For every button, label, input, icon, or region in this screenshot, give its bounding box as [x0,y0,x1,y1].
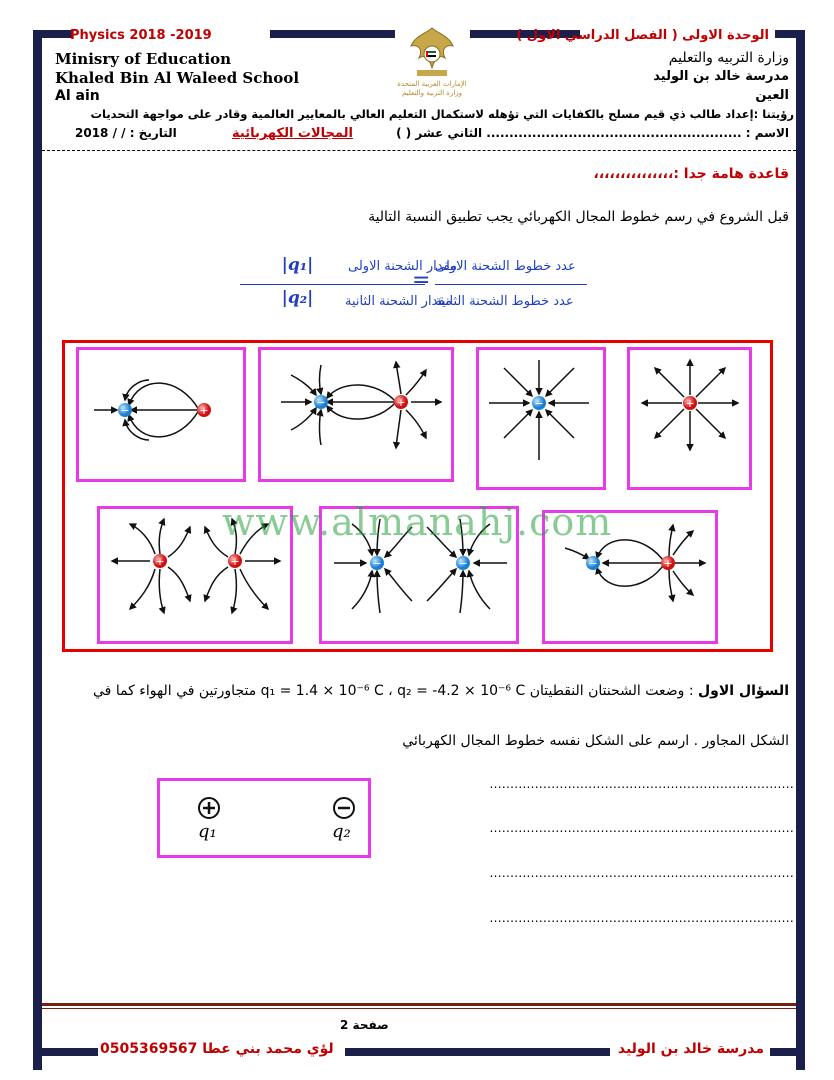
uae-emblem-logo [405,24,460,84]
answer-line[interactable]: .......................................................................... [489,821,794,835]
diagram-positive-charge [627,347,752,490]
footer-divider [42,1003,796,1006]
svg-text:+: + [155,555,165,568]
ratio-num-left: عدد خطوط الشحنة الاولى [435,259,576,274]
footer-bar [42,1048,98,1056]
diagram-negative-charge [476,347,606,490]
answer-line[interactable]: .......................................................................... [489,777,794,791]
rule-title-dots: ،،،،،،،،،،،،،،، [593,166,674,182]
unit-title: الوحدة الاولى ( الفصل الدراسي الاول ) [516,28,769,43]
logo-text-2: وزارة التربية والتعليم [401,89,463,97]
svg-text:−: − [316,396,326,409]
header-bar [270,30,395,38]
footer-divider-thin [42,1008,796,1009]
ratio-den-right: مقدار الشحنة الثانية [345,294,452,309]
physics-label: Physics 2018 -2019 [70,28,212,43]
diagram-dipole [258,347,454,482]
answer-line[interactable]: .......................................................................... [489,866,794,880]
svg-text:−: − [534,397,544,410]
question-1-text: : وضعت الشحنتان النقطيتان q₁ = 1.4 × 10⁻⁶ C ، q₂ = -4.2 × 10⁻⁶ C متجاورتين في الهواء كما في [93,683,699,699]
page-frame-left [33,30,42,1070]
rule-intro: قبل الشروع في رسم خطوط المجال الكهربائي يجب تطبيق النسبة التالية [368,209,789,225]
fraction-bar-left [435,284,587,285]
page-frame-right [796,30,805,1070]
vision-statement: رؤيتنا :إعداد طالب ذي قيم مسلح بالكفايات التي تؤهله لاستكمال التعليم العالي بالمعايير العالمية وقادر على مواجهة التحديات [90,107,794,121]
q2-abs: |q₂| [281,288,314,308]
q2-label: q₂ [332,821,351,842]
city-en: Al ain [55,88,100,104]
question-1-text-2: الشكل المجاور . ارسم على الشكل نفسه خطوط المجال الكهربائي [402,733,789,749]
diagram-dipole-unequal [76,347,246,482]
rule-title-text: قاعدة هامة جدا : [673,166,789,182]
question-1-label: السؤال الاول [698,683,789,699]
answer-line[interactable]: .......................................................................... [489,911,794,925]
svg-text:+: + [685,397,695,410]
svg-text:−: − [120,404,130,417]
negative-charge-icon [331,795,357,821]
ratio-num-right: مقدار الشحنة الاولى [348,259,458,274]
q1-abs: |q₁| [281,255,314,275]
grade-label: الثاني عشر ( ) [396,126,483,140]
date-label: التاريخ : / / 2018 [75,126,177,140]
svg-text:+: + [230,555,240,568]
student-name-field [396,126,789,140]
page-number: صفحة 2 [340,1018,389,1032]
school-en: Khaled Bin Al Waleed School [55,69,300,87]
city-ar: العين [755,88,789,103]
ministry-en: Minisry of Education [55,50,232,68]
school-ar: مدرسة خالد بن الوليد [653,69,789,84]
ministry-ar: وزارة التربيه والتعليم [668,50,789,66]
name-label[interactable]: الاسم : ........................................................ [486,126,789,140]
header-divider [42,150,796,151]
teacher-name: لؤي محمد بني عطا 0505369567 [100,1041,334,1057]
footer-bar [770,1048,796,1056]
svg-text:+: + [663,557,673,570]
watermark-text: www.almanahj.com [222,500,613,544]
ratio-formula [240,255,600,325]
fraction-bar-right [240,284,425,285]
positive-charge-icon [196,795,222,821]
svg-text:−: − [588,557,598,570]
logo-text-1: الإمارات العربية المتحدة [397,80,467,88]
header-bar [775,30,796,38]
header-bar [42,30,72,38]
footer-bar [345,1048,610,1056]
svg-text:+: + [396,396,406,409]
ratio-den-left: عدد خطوط الشحنة الثانية [435,294,574,309]
logo-caption [382,80,482,98]
rule-title [594,166,789,182]
svg-text:−: − [372,557,382,570]
svg-text:−: − [458,557,468,570]
question-1 [45,683,789,699]
footer-school: مدرسة خالد بن الوليد [617,1041,764,1057]
ratio-equals: = [412,268,431,293]
topic-title: المجالات الكهربائية [232,126,353,141]
svg-text:+: + [199,404,209,417]
charges-figure [157,778,371,858]
q1-label: q₁ [198,821,217,842]
